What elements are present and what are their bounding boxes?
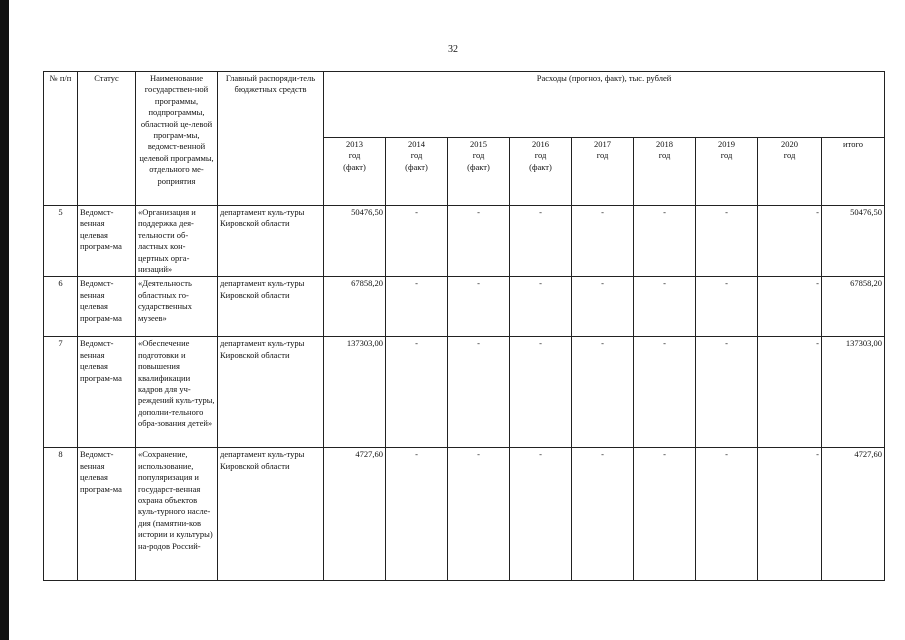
row-value-2019: - xyxy=(696,448,758,581)
budget-table xyxy=(43,71,885,581)
row-value-2016: - xyxy=(510,206,572,277)
row-name: «Организация и поддержка дея-тельности об-ластных кон-цертных орга-низаций» xyxy=(136,206,218,277)
row-name: «Обеспечение подготовки и повышения квалификации кадров для уч-реждений куль-туры, дополни-тельного обра-зования детей» xyxy=(136,337,218,448)
header-expenses: Расходы (прогноз, факт), тыс. рублей xyxy=(324,72,885,138)
header-year-2015 xyxy=(448,138,510,206)
year-sub: год xyxy=(658,150,671,161)
scan-edge-bar xyxy=(0,0,9,640)
year-sub: год xyxy=(534,150,547,161)
header-num: № п/п xyxy=(44,72,78,206)
year-label: 2017 xyxy=(594,139,611,149)
year-note: (факт) xyxy=(467,161,490,172)
year-sub: год xyxy=(348,150,361,161)
row-value-2013: 67858,20 xyxy=(324,277,386,337)
year-label: 2019 xyxy=(718,139,735,149)
year-label: 2018 xyxy=(656,139,673,149)
header-year-2019 xyxy=(696,138,758,206)
row-status: Ведомст-венная целевая програм-ма xyxy=(78,206,136,277)
header-year-2013 xyxy=(324,138,386,206)
year-note: (факт) xyxy=(343,161,366,172)
row-value-2016: - xyxy=(510,448,572,581)
row-total: 137303,00 xyxy=(822,337,885,448)
row-manager: департамент куль-туры Кировской области xyxy=(218,277,324,337)
row-value-2017: - xyxy=(572,448,634,581)
row-value-2020: - xyxy=(758,206,822,277)
row-num: 8 xyxy=(44,448,78,581)
row-value-2017: - xyxy=(572,277,634,337)
row-value-2018: - xyxy=(634,206,696,277)
row-value-2019: - xyxy=(696,337,758,448)
year-sub: год xyxy=(472,150,485,161)
row-value-2015: - xyxy=(448,448,510,581)
header-name: Наименование государствен-ной программы, подпрограммы, областной це-левой програм-мы, ведомст-венной целевой программы, отдельного ме-роприятия xyxy=(136,72,218,206)
row-name: «Сохранение, использование, популяризация и государст-венная охрана объектов куль-турного насле-дия (памятни-ков истории и культуры) на-родов Россий- xyxy=(136,448,218,581)
row-status: Ведомст-венная целевая програм-ма xyxy=(78,448,136,581)
row-value-2014: - xyxy=(386,277,448,337)
row-total: 50476,50 xyxy=(822,206,885,277)
row-value-2015: - xyxy=(448,277,510,337)
header-year-2014 xyxy=(386,138,448,206)
row-value-2015: - xyxy=(448,206,510,277)
row-value-2018: - xyxy=(634,448,696,581)
header-year-2017 xyxy=(572,138,634,206)
year-label: 2013 xyxy=(346,139,363,149)
row-total: 67858,20 xyxy=(822,277,885,337)
table-row xyxy=(44,448,885,581)
header-manager: Главный распоряди-тель бюджетных средств xyxy=(218,72,324,206)
row-value-2016: - xyxy=(510,337,572,448)
year-sub: год xyxy=(783,150,796,161)
row-value-2018: - xyxy=(634,337,696,448)
year-label: 2020 xyxy=(781,139,798,149)
row-value-2014: - xyxy=(386,206,448,277)
row-value-2014: - xyxy=(386,337,448,448)
table-row xyxy=(44,337,885,448)
year-label: 2016 xyxy=(532,139,549,149)
row-value-2019: - xyxy=(696,206,758,277)
row-manager: департамент куль-туры Кировской области xyxy=(218,337,324,448)
row-value-2013: 4727,60 xyxy=(324,448,386,581)
year-sub: год xyxy=(720,150,733,161)
row-value-2017: - xyxy=(572,206,634,277)
page-number: 32 xyxy=(448,44,458,55)
year-note: (факт) xyxy=(529,161,552,172)
year-note: (факт) xyxy=(405,161,428,172)
row-value-2020: - xyxy=(758,337,822,448)
row-num: 5 xyxy=(44,206,78,277)
row-num: 7 xyxy=(44,337,78,448)
row-value-2014: - xyxy=(386,448,448,581)
row-value-2016: - xyxy=(510,277,572,337)
row-value-2013: 137303,00 xyxy=(324,337,386,448)
row-manager: департамент куль-туры Кировской области xyxy=(218,206,324,277)
header-row-top xyxy=(44,72,885,138)
table-row xyxy=(44,277,885,337)
year-sub: год xyxy=(410,150,423,161)
row-value-2020: - xyxy=(758,277,822,337)
header-year-2018 xyxy=(634,138,696,206)
row-manager: департамент куль-туры Кировской области xyxy=(218,448,324,581)
header-total: итого xyxy=(822,138,885,206)
row-value-2017: - xyxy=(572,337,634,448)
year-sub: год xyxy=(596,150,609,161)
row-status: Ведомст-венная целевая програм-ма xyxy=(78,277,136,337)
row-value-2019: - xyxy=(696,277,758,337)
row-name: «Деятельность областных го-сударственных музеев» xyxy=(136,277,218,337)
row-value-2020: - xyxy=(758,448,822,581)
year-label: 2015 xyxy=(470,139,487,149)
row-value-2018: - xyxy=(634,277,696,337)
row-value-2015: - xyxy=(448,337,510,448)
header-year-2020 xyxy=(758,138,822,206)
year-label: 2014 xyxy=(408,139,425,149)
header-status: Статус xyxy=(78,72,136,206)
table-row xyxy=(44,206,885,277)
row-value-2013: 50476,50 xyxy=(324,206,386,277)
row-num: 6 xyxy=(44,277,78,337)
row-total: 4727,60 xyxy=(822,448,885,581)
row-status: Ведомст-венная целевая програм-ма xyxy=(78,337,136,448)
header-year-2016 xyxy=(510,138,572,206)
